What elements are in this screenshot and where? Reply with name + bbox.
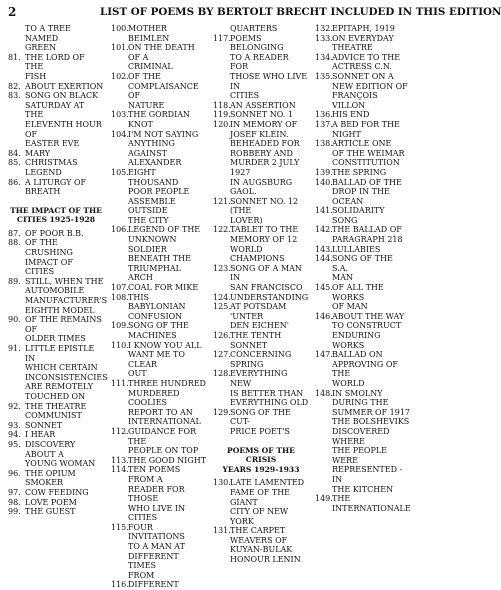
page-title: LIST OF POEMS BY BERTOLT BRECHT INCLUDED IN THIS EDITION	[100, 6, 501, 18]
poem-number: 133.	[315, 33, 333, 43]
poem-entry	[111, 110, 207, 129]
poem-title: ARTICLE ONE OF THE WEIMAR CONSTITUTION	[332, 139, 405, 168]
poem-title: THE GORDIAN KNOT	[128, 110, 191, 129]
poem-entry	[111, 580, 207, 590]
poem-list-column-4	[315, 24, 411, 513]
poem-title: I KNOW YOU ALL WANT ME TO CLEAR OUT	[128, 340, 202, 379]
poem-title: SONG ON BLACK SATURDAY AT THE ELEVENTH HOUR OF EASTER EVE	[25, 91, 102, 149]
poem-entry	[8, 488, 104, 498]
page-header	[8, 5, 501, 21]
poem-entry	[111, 293, 207, 322]
poem-entry	[213, 34, 309, 101]
poem-title: DIFFERENT	[128, 580, 179, 590]
poem-title: BALLAD OF THE DROP IN THE OCEAN	[332, 177, 402, 206]
poem-number: 111.	[111, 378, 129, 388]
poem-title: CONCERNING SPRING	[230, 350, 292, 369]
poem-title: I'M NOT SAYING ANYTHING AGAINST ALEXANDER	[128, 129, 199, 168]
poem-entry	[111, 283, 207, 293]
poem-title: SONG OF A MAN IN SAN FRANCISCO	[230, 263, 303, 293]
poem-title: THE THEATRE COMMUNIST	[25, 401, 87, 421]
poem-number: 94.	[8, 430, 21, 440]
poem-entry	[111, 341, 207, 379]
poem-number: 137.	[315, 119, 333, 129]
poem-title: TABLET TO THE MEMORY OF 12 WORLD CHAMPIONS	[230, 225, 299, 264]
poem-number: 130.	[213, 478, 231, 488]
poem-number: 116.	[111, 580, 129, 590]
poem-number: 138.	[315, 139, 333, 149]
poem-title: THE GUEST	[25, 507, 76, 517]
poem-entry	[8, 91, 104, 149]
poem-title: THE CARPET WEAVERS OF KUYAN-BULAK HONOUR LENIN	[230, 526, 301, 565]
poem-number: 126.	[213, 331, 231, 340]
poem-number: 107.	[111, 283, 129, 293]
poem-entry	[315, 178, 411, 207]
poem-entry	[8, 276, 108, 315]
poem-number: 85.	[8, 158, 21, 168]
poem-title: OF ALL THE WORKS OF MAN	[332, 283, 384, 312]
poem-entry	[213, 478, 309, 526]
poem-number: 87.	[8, 228, 21, 238]
poem-number: 89.	[8, 276, 21, 286]
poem-number: 146.	[315, 311, 333, 321]
poem-entry	[213, 120, 309, 197]
poem-entry	[213, 293, 309, 303]
poem-number: 145.	[315, 283, 333, 293]
poem-entry	[8, 421, 104, 431]
poem-title: SONNET NO. 12 (THE LOVER)	[230, 196, 299, 225]
poem-number: 143.	[315, 244, 333, 254]
poem-number: 113.	[111, 455, 129, 465]
poem-entry	[8, 402, 104, 421]
poem-title: SONG OF THE MACHINES	[128, 321, 189, 340]
poem-number: 91.	[8, 344, 21, 353]
poem-number: 86.	[8, 177, 21, 187]
poem-title: SONG OF THE CUT- PRICE POET'S	[230, 407, 291, 436]
poem-number: 96.	[8, 468, 21, 478]
poem-entry	[315, 206, 411, 225]
poem-entry	[111, 321, 207, 340]
poem-title: EIGHT THOUSAND POOR PEOPLE ASSEMBLE OUTSIDE THE CITY	[128, 167, 190, 225]
poem-number: 109.	[111, 321, 129, 331]
poem-number: 114.	[111, 465, 129, 475]
poem-entry	[213, 264, 309, 293]
poem-entry	[315, 225, 411, 244]
poem-number: 120.	[213, 119, 231, 129]
poem-title: GUIDANCE FOR THE PEOPLE ON TOP	[128, 426, 199, 456]
poem-title: EPITAPH, 1919	[332, 24, 395, 33]
poem-number: 81.	[8, 52, 21, 62]
poem-number: 134.	[315, 52, 333, 62]
poem-title: POEMS BELONGING TO A READER FOR THOSE WHO LIVE IN CITIES	[230, 33, 308, 101]
poem-entry	[315, 120, 411, 139]
poem-entry	[8, 440, 104, 469]
poem-title: THE GOOD NIGHT	[128, 455, 207, 465]
poem-entry	[111, 456, 207, 466]
poem-number: 105.	[111, 167, 129, 177]
poem-entry	[8, 498, 104, 508]
poem-entry	[111, 465, 207, 523]
poem-title: SONNET ON A NEW EDITION OF FRANÇOIS VILLON	[332, 71, 408, 110]
poem-title: LATE LAMENTED FAME OF THE GIANT CITY OF NEW YORK	[230, 478, 305, 526]
poem-title: OF POOR B.B.	[25, 228, 84, 238]
poem-number: 112.	[111, 426, 129, 436]
poem-number: 135.	[315, 71, 333, 81]
poem-entry	[315, 139, 411, 168]
poem-entry	[111, 72, 207, 110]
poem-title: THE TENTH SONNET	[230, 331, 282, 350]
poem-entry	[213, 110, 309, 120]
poem-entry	[315, 24, 411, 34]
poem-number: 98.	[8, 497, 21, 507]
poem-entry	[315, 312, 411, 350]
poem-title: EVERYTHING NEW IS BETTER THAN EVERYTHING OLD	[230, 369, 309, 408]
poem-list-column-3	[213, 24, 309, 565]
poem-entry	[111, 130, 207, 168]
poem-number: 92.	[8, 401, 21, 411]
poem-title: CHRISTMAS LEGEND	[25, 158, 78, 177]
poem-number: 124.	[213, 292, 231, 302]
poem-title: IN SMOLNY DURING THE SUMMER OF 1917 THE BOLSHEVIKS DISCOVERED WHERE THE PEOPLE WERE REPRESENTED - IN THE KITCHEN	[332, 388, 411, 494]
poem-number: 117.	[213, 33, 231, 43]
poem-entry	[8, 469, 104, 488]
poem-number: 104.	[111, 129, 129, 139]
poem-entry	[213, 197, 309, 226]
poem-entry	[315, 389, 411, 495]
poem-number: 95.	[8, 439, 21, 449]
poem-number: 110.	[111, 340, 129, 350]
poem-entry	[315, 110, 411, 120]
poem-title: LULLABIES	[332, 244, 381, 254]
poem-number: 142.	[315, 225, 333, 235]
poem-title: A BED FOR THE NIGHT	[332, 119, 400, 139]
poem-title: MARY	[25, 148, 51, 158]
poem-entry	[213, 350, 309, 369]
poem-number: 139.	[315, 167, 333, 177]
poem-title: COW FEEDING	[25, 487, 89, 497]
poem-entry	[111, 168, 207, 226]
poem-number: 144.	[315, 254, 333, 264]
poem-entry	[315, 168, 411, 178]
poem-number: 121.	[213, 196, 231, 206]
poem-number: 93.	[8, 420, 21, 430]
poem-entry	[213, 408, 309, 437]
poem-number: 127.	[213, 350, 231, 360]
poem-entry	[8, 238, 104, 276]
poem-entry	[8, 158, 104, 177]
poem-title: FOUR INVITATIONS TO A MAN AT DIFFERENT TIMES FROM	[128, 522, 185, 580]
poem-title: DISCOVERY ABOUT A YOUNG WOMAN	[25, 439, 96, 469]
poem-number: 147.	[315, 350, 333, 360]
poem-title: MOTHER BEIMLEN	[128, 24, 170, 43]
poem-entry	[213, 526, 309, 564]
poem-number: 115.	[111, 522, 129, 532]
poem-entry	[315, 72, 411, 110]
poem-title: A LITURGY OF BREATH	[25, 177, 87, 197]
poem-entry	[315, 53, 411, 72]
poem-entry	[111, 427, 207, 456]
poem-number: 131.	[213, 526, 231, 536]
poem-entry	[8, 178, 104, 197]
poem-list-column-2	[111, 24, 207, 590]
poem-title: ADVICE TO THE ACTRESS C.N.	[332, 52, 401, 72]
poem-number: 148.	[315, 388, 333, 398]
poem-title: BALLAD ON APPROVING OF THE WORLD	[332, 350, 398, 388]
poem-title: THE OPIUM SMOKER	[25, 468, 76, 488]
poem-title: AT POTSDAM 'UNTER DEN EICHEN'	[230, 302, 289, 331]
poem-entry	[213, 225, 309, 263]
poem-number: 106.	[111, 225, 129, 235]
poem-entry	[8, 149, 104, 159]
poem-number: 103.	[111, 110, 129, 120]
poem-title: UNDERSTANDING	[230, 292, 309, 302]
poem-list-column-1	[8, 24, 108, 517]
poem-number: 123.	[213, 263, 231, 273]
poem-entry	[8, 315, 104, 344]
poem-entry	[213, 101, 309, 111]
poem-title: SONNET NO. 1	[230, 110, 294, 120]
poem-title: STILL, WHEN THE AUTOMOBILE MANUFACTURER'S EIGHTH MODEL	[25, 276, 108, 315]
section-heading: POEMS OF THE CRISIS YEARS 1929-1933	[222, 445, 300, 474]
poem-title-continuation: TO A TREE NAMED GREEN	[25, 24, 71, 53]
poem-entry	[111, 24, 207, 43]
poem-title: IN MEMORY OF JOSEF KLEIN. BEHEADED FOR ROBBERY AND MURDER 2 JULY 1927 IN AUGSBURG GAOL.	[230, 119, 300, 197]
poem-title: THE LORD OF THE FISH	[25, 52, 85, 81]
poem-number: 129.	[213, 407, 231, 417]
poem-title: LITTLE EPISTLE IN WHICH CERTAIN INCONSISTENCIES ARE REMOTELY TOUCHED ON	[25, 344, 108, 401]
poem-entry	[111, 43, 207, 72]
poem-entry	[315, 254, 411, 283]
poem-number: 83.	[8, 91, 21, 101]
poem-number: 136.	[315, 110, 333, 120]
poem-number: 108.	[111, 292, 129, 302]
poem-entry	[315, 283, 411, 312]
poem-entry	[315, 350, 411, 388]
poem-title: ON EVERYDAY THEATRE	[332, 33, 394, 53]
poem-number: 141.	[315, 206, 333, 216]
poem-title: AN ASSERTION	[230, 100, 296, 110]
poem-title: THE BALLAD OF PARAGRAPH 218	[332, 225, 403, 245]
poem-title: SONNET	[25, 420, 63, 430]
poem-title: OF THE CRUSHING IMPACT OF CITIES	[25, 238, 73, 277]
poem-number: 99.	[8, 507, 21, 517]
poem-number: 101.	[111, 43, 129, 53]
poem-entry	[213, 302, 309, 331]
poem-entry	[8, 430, 104, 440]
poem-title-continuation: QUARTERS	[230, 24, 278, 33]
poem-number: 88.	[8, 238, 21, 248]
poem-title: HIS END	[332, 110, 370, 120]
poem-number: 149.	[315, 494, 333, 504]
poem-title: OF THE COMPLAISANCE OF NATURE	[128, 71, 199, 110]
poem-number: 128.	[213, 369, 231, 379]
poem-title: OF THE REMAINS OF OLDER TIMES	[25, 315, 102, 344]
poem-title: SONG OF THE S.A. MAN	[332, 254, 393, 283]
poem-number: 140.	[315, 177, 333, 187]
poem-number: 118.	[213, 100, 231, 110]
poem-number: 132.	[315, 24, 333, 33]
poem-entry	[8, 344, 108, 402]
poem-number: 119.	[213, 110, 231, 120]
poem-entry	[111, 379, 207, 427]
poem-entry	[315, 494, 411, 513]
poem-entry	[8, 229, 104, 239]
poem-entry	[315, 34, 411, 53]
poem-title: TEN POEMS FROM A READER FOR THOSE WHO LIVE IN CITIES	[128, 465, 186, 523]
poem-entry	[213, 331, 309, 350]
poem-title: THREE HUNDRED MURDERED COOLIES REPORT TO AN INTERNATIONAL	[128, 378, 206, 427]
poem-number: 84.	[8, 148, 21, 158]
poem-title: THE SPRING	[332, 167, 387, 177]
poem-entry	[111, 225, 207, 283]
poem-number: 122.	[213, 225, 231, 235]
poem-title: I HEAR	[25, 430, 56, 440]
poem-number: 90.	[8, 315, 21, 325]
poem-title: THE INTERNATIONALE	[332, 494, 411, 513]
poem-number: 100.	[111, 24, 129, 33]
poem-entry	[315, 245, 411, 255]
poem-title: ABOUT EXERTION	[25, 81, 104, 91]
poem-title: ABOUT THE WAY TO CONSTRUCT ENDURING WORKS	[332, 311, 405, 350]
poem-entry	[111, 523, 207, 581]
poem-entry	[8, 82, 104, 92]
poem-title: COAL FOR MIKE	[128, 283, 199, 293]
poem-entry	[8, 53, 104, 82]
poem-entry	[213, 369, 309, 407]
poem-title: LOVE POEM	[25, 497, 77, 507]
poem-number: 125.	[213, 302, 231, 312]
poem-title: LEGEND OF THE UNKNOWN SOLDIER BENEATH THE TRIUMPHAL ARCH	[128, 225, 201, 283]
section-heading: THE IMPACT OF THE CITIES 1925-1928	[10, 205, 102, 225]
poem-title: SOLIDARITY SONG	[332, 206, 385, 225]
poem-number: 102.	[111, 71, 129, 81]
poem-number: 82.	[8, 81, 21, 91]
poem-title: ON THE DEATH OF A CRIMINAL	[128, 43, 195, 72]
poem-number: 97.	[8, 487, 21, 497]
page-number: 2	[8, 5, 17, 19]
poem-title: THIS BABYLONIAN CONFUSION	[128, 292, 186, 321]
poem-entry	[8, 507, 104, 517]
